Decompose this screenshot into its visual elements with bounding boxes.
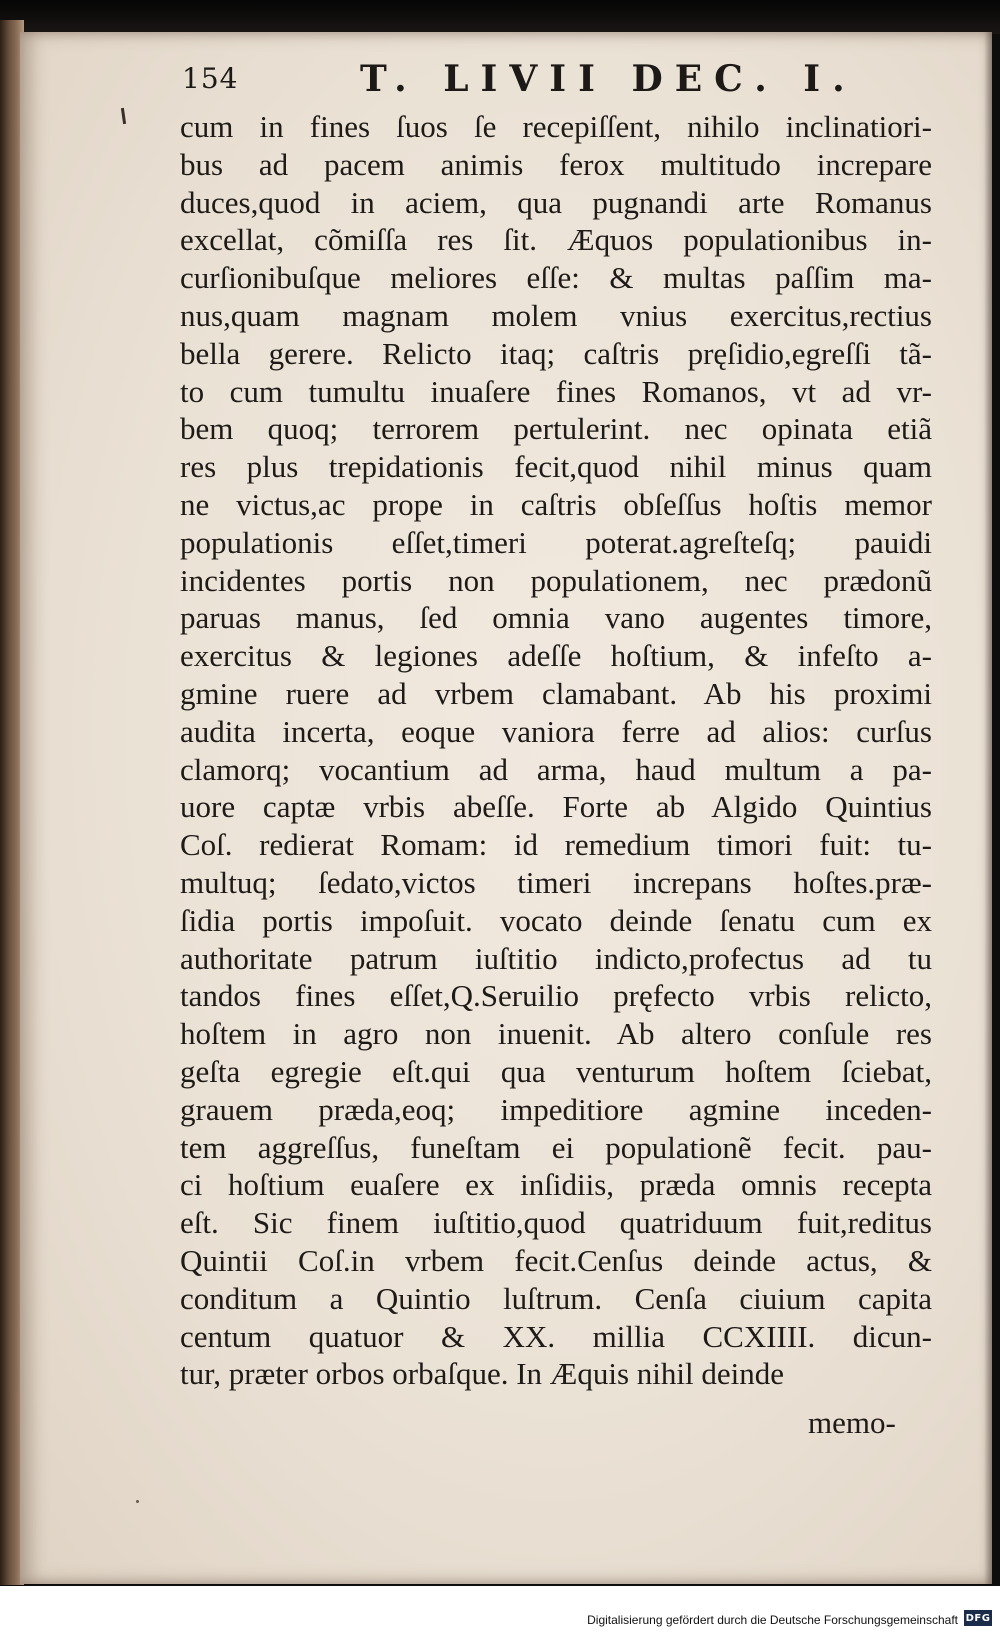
text-line: bus ad pacem animis ferox multitudo increpare [180,146,932,182]
text-line: tandos fines eſſet,Q.Seruilio pręfecto vrbis relicto, [180,978,932,1014]
text-line: grauem præda,eoq; impeditiore agmine inceden- [180,1091,932,1127]
catchword: memo- [808,1405,896,1440]
text-line: bella gerere. Relicto itaq; caſtris pręſidio,egreſſi tã- [180,335,932,371]
text-line: ſidia portis impoſuit. vocato deinde ſenatu cum ex [180,902,932,938]
digitization-credit: Digitalisierung gefördert durch die Deutsche Forschungsgemeinschaft [587,1613,958,1627]
text-line: eſt. Sic finem iuſtitio,quod quatriduum fuit,reditus [180,1205,932,1241]
running-head [182,58,942,104]
body-text [180,108,932,1393]
text-line: ci hoſtium euaſere ex inſidiis, præda omnis recepta [180,1167,932,1203]
text-line: curſionibuſque meliores eſſe: & multas paſſim ma- [180,260,932,296]
text-line: Coſ. redierat Romam: id remedium timori fuit: tu- [180,827,932,863]
scan-background-top [0,0,1000,34]
text-line: to cum tumultu inuaſere fines Romanos, vt ad vr- [180,373,932,409]
text-line: nus,quam magnam molem vnius exercitus,rectius [180,297,932,333]
dfg-logo: DFG [964,1610,992,1626]
text-line: paruas manus, ſed omnia vano augentes timore, [180,600,932,636]
text-line: authoritate patrum iuſtitio indicto,profectus ad tu [180,940,932,976]
page-number: 154 [182,62,239,95]
text-line: audita incerta, eoque vaniora ferre ad alios: curſus [180,713,932,749]
text-line: conditum a Quintio luſtrum. Cenſa ciuium capita [180,1280,932,1316]
text-line: hoſtem in agro non inuenit. Ab altero conſule res [180,1016,932,1052]
text-line: clamorq; vocantium ad arma, haud multum a pa- [180,751,932,787]
text-line: cum in fines ſuos ſe recepiſſent, nihilo inclinatiori- [180,109,932,144]
text-line: ne victus,ac prope in caſtris obſeſſus hoſtis memor [180,486,932,522]
paper-speck [136,1500,139,1503]
text-line: centum quatuor & XX. millia CCXIIII. dicun- [180,1318,932,1354]
text-line: gmine ruere ad vrbem clamabant. Ab his proximi [180,675,932,711]
text-line: tem aggreſſus, funeſtam ei populationẽ fecit. pau- [180,1129,932,1165]
text-line: uore captæ vrbis abeſſe. Forte ab Algido Quintius [180,789,932,825]
text-line: duces,quod in aciem, qua pugnandi arte Romanus [180,184,932,220]
text-line: tur, præter orbos orbaſque. In Æquis nihil deinde [180,1356,785,1392]
text-line: geſta egregie eſt.qui qua venturum hoſtem ſciebat, [180,1053,932,1089]
text-line: Quintii Coſ.in vrbem fecit.Cenſus deinde actus, & [180,1242,932,1278]
text-line: bem quoq; terrorem pertulerint. nec opinata etiã [180,411,932,447]
text-line: populationis eſſet,timeri poterat.agreſteſq; pauidi [180,524,932,560]
text-line: excellat, cõmiſſa res ſit. Æquos populationibus in- [180,222,932,258]
text-line: exercitus & legiones adeſſe hoſtium, & infeſto a- [180,638,932,674]
text-line: multuq; ſedato,victos timeri increpans hoſtes.præ- [180,864,932,900]
text-line: incidentes portis non populationem, nec prædonũ [180,562,932,598]
running-head-title: T. LIVII DEC. I. [360,58,857,100]
page-right-edge-shadow [984,32,992,1584]
text-line: res plus trepidationis fecit,quod nihil minus quam [180,449,932,485]
